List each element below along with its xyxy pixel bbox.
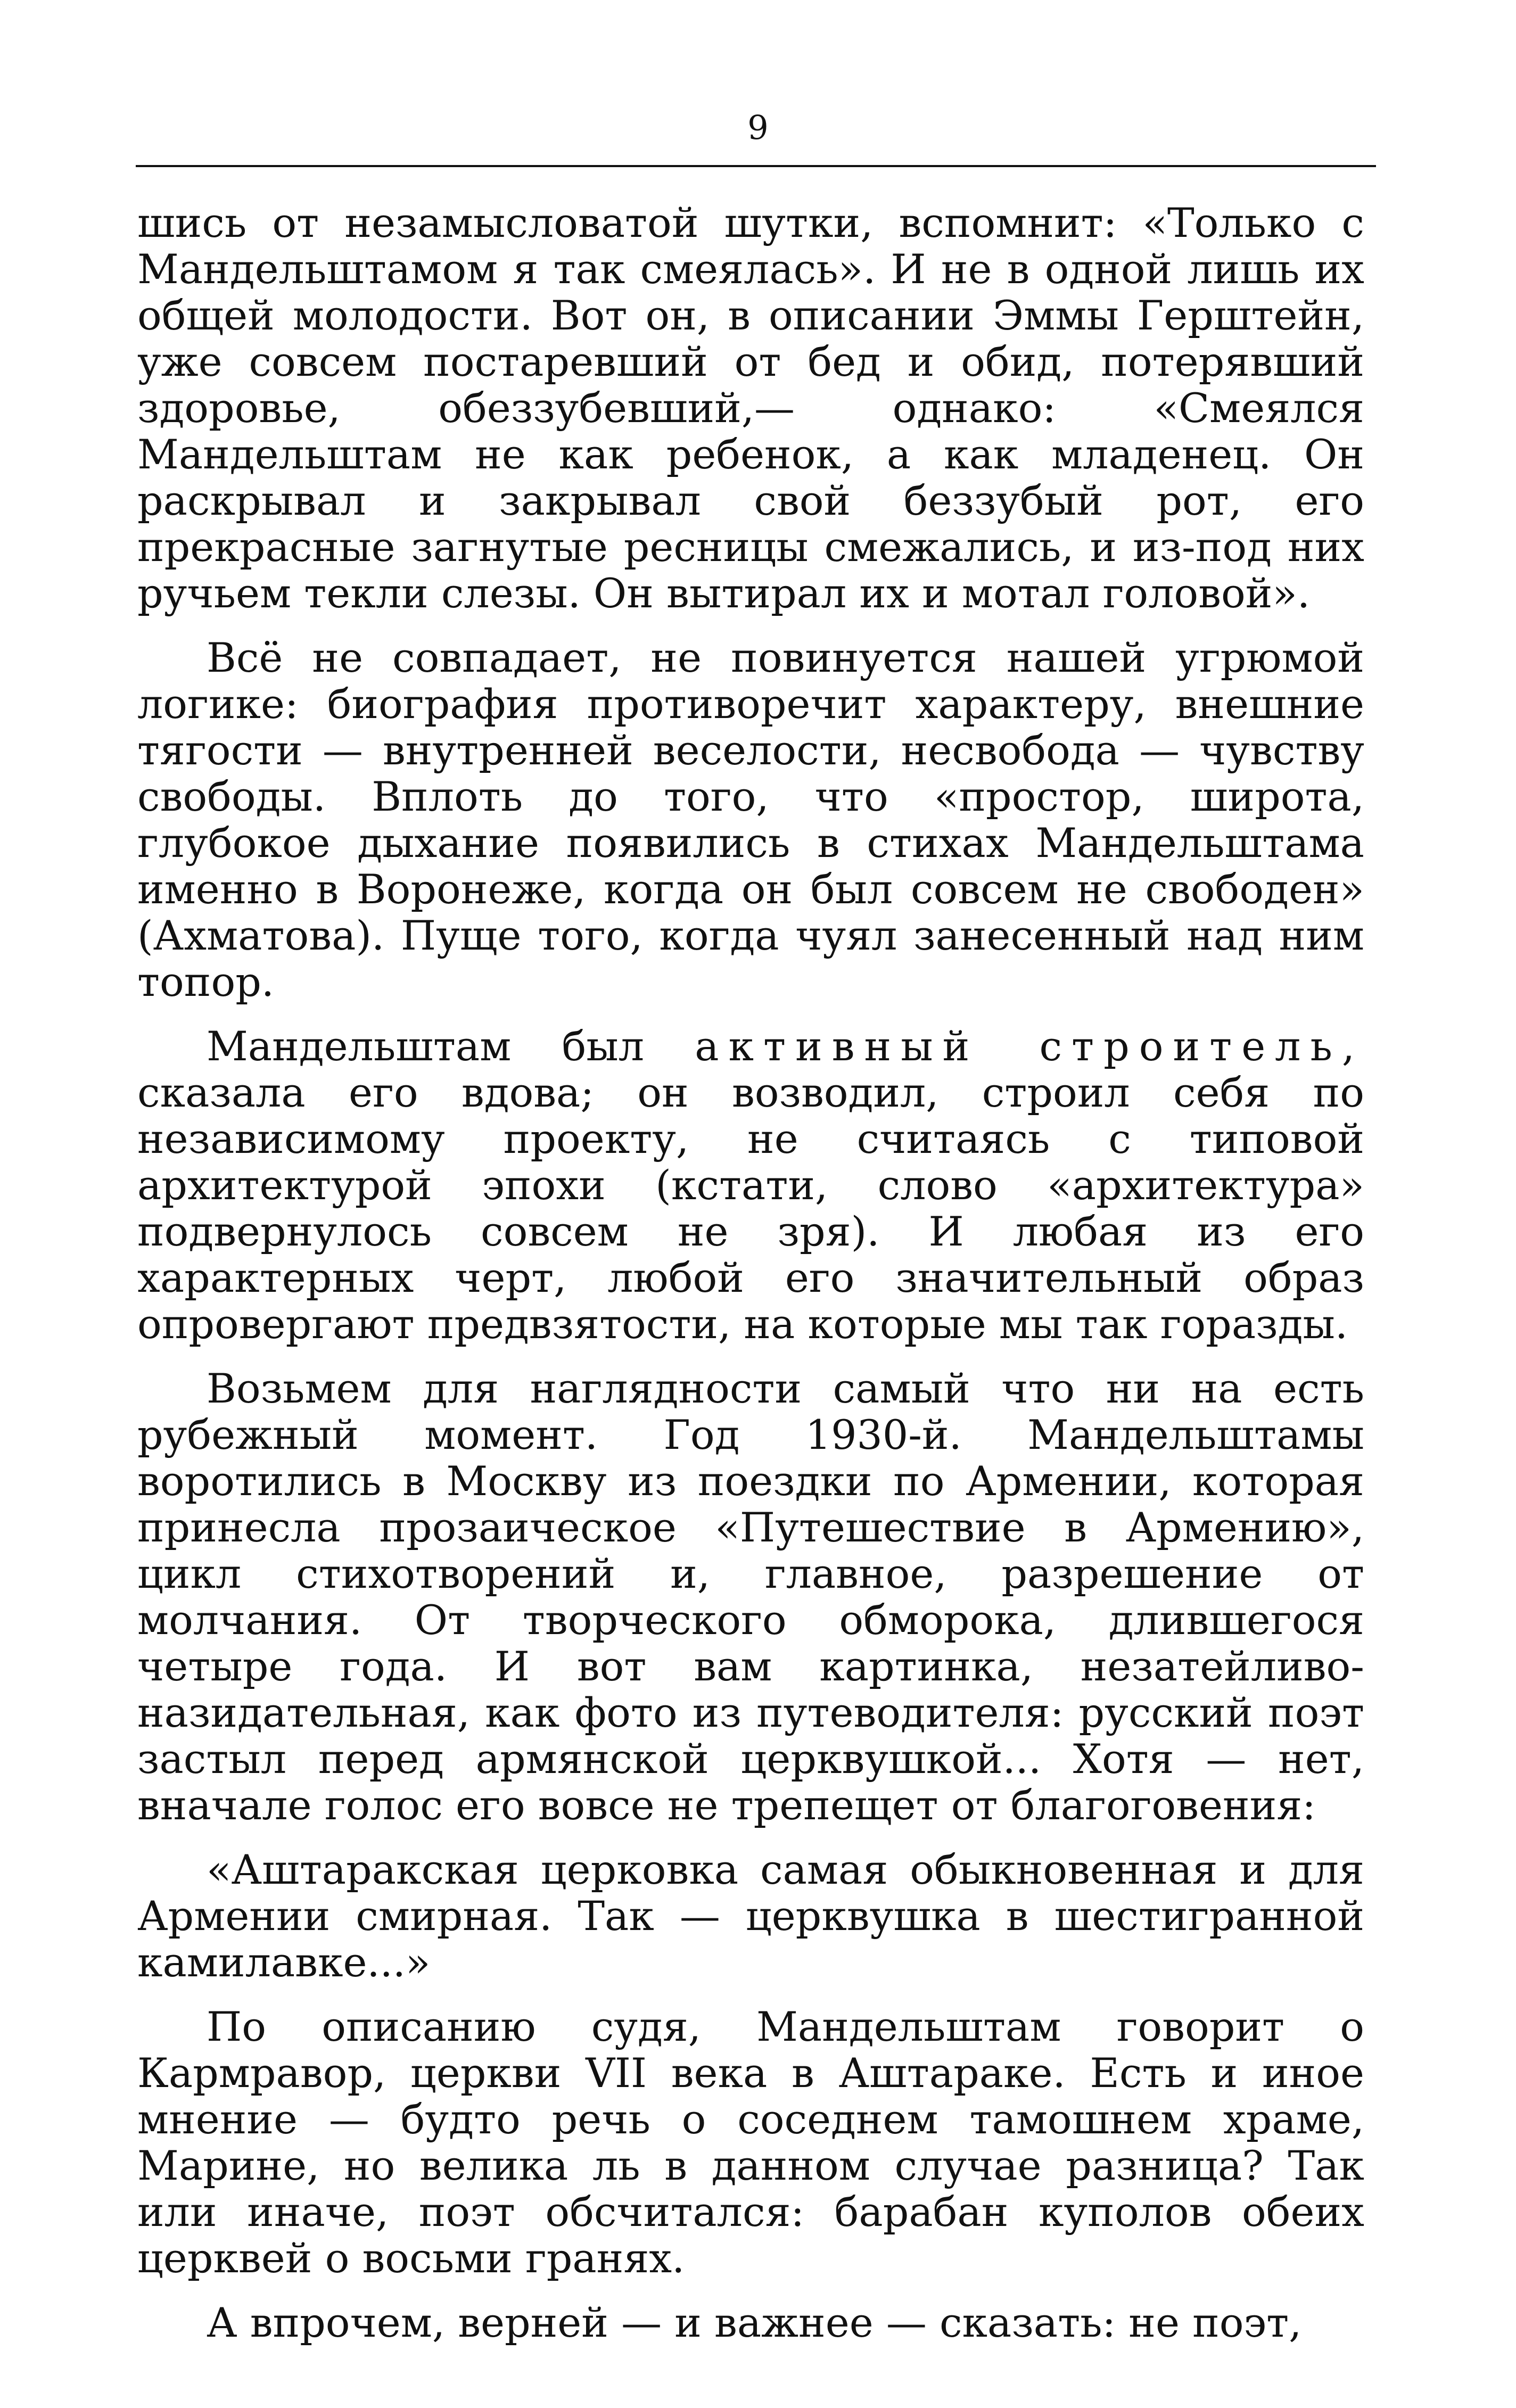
emphasized-phrase: активный строитель, bbox=[695, 1022, 1364, 1070]
paragraph-4: Возьмем для наглядности самый что ни на есть рубежный момент. Год 1930-й. Мандельштамы воротились в Москву из поездки по Армении, которая принесла прозаическое «Путешествие в Армению», цикл стихотворений и, главное, разрешение от молчания. От творческого обморока, длившегося четыре года. И вот вам картинка, незатейливо-назидательная, как фото из путеводителя: русский поэт застыл перед армянской церквушкой... Хотя — нет, вначале голос его вовсе не трепещет от благоговения: bbox=[137, 1365, 1364, 1829]
paragraph-3-lead: Мандельштам был bbox=[207, 1022, 695, 1070]
page-body bbox=[137, 200, 1364, 2364]
paragraph-3-rest: сказала его вдова; он возводил, строил себя по независимому проекту, не считаясь с типовой архитектурой эпохи (кстати, слово «архитектура» подвернулось совсем не зря). И любая из его характерных черт, любой его значительный образ опровергают предвзятости, на которые мы так горазды. bbox=[137, 1069, 1364, 1348]
paragraph-1: шись от незамысловатой шутки, вспомнит: «Только с Мандельштамом я так смеялась». И не в одной лишь их общей молодости. Вот он, в описании Эммы Герштейн, уже совсем постаревший от бед и обид, потерявший здоровье, обеззубевший,— однако: «Смеялся Мандельштам не как ребенок, а как младенец. Он раскрывал и закрывал свой беззубый рот, его прекрасные загнутые ресницы смежались, и из-под них ручьем текли слезы. Он вытирал их и мотал головой». bbox=[137, 199, 1364, 617]
paragraph-6: А впрочем, верней — и важнее — сказать: не поэт, bbox=[207, 2299, 1302, 2346]
header-rule bbox=[136, 165, 1376, 167]
paragraph-5: По описанию судя, Мандельштам говорит о Кармравор, церкви VII века в Аштараке. Есть и иное мнение — будто речь о соседнем тамошнем храме, Марине, но велика ль в данном случае разница? Так или иначе, поэт обсчитался: барабан куполов обеих церквей о восьми гранях. bbox=[137, 2003, 1364, 2282]
quotation: «Аштаракская церковка самая обыкновенная и для Армении смирная. Так — церквушка в шестигранной камилавке...» bbox=[137, 1846, 1364, 1986]
paragraph-3 bbox=[137, 1023, 1364, 1347]
paragraph-2: Всё не совпадает, не повинуется нашей угрюмой логике: биография противоречит характеру, внешние тягости — внутренней веселости, несвобода — чувству свободы. Вплоть до того, что «простор, широта, глубокое дыхание появились в стихах Мандельштама именно в Воронеже, когда он был совсем не свободен» (Ахматова). Пуще того, когда чуял занесенный над ним топор. bbox=[137, 634, 1364, 1005]
page-number: 9 bbox=[747, 108, 769, 147]
